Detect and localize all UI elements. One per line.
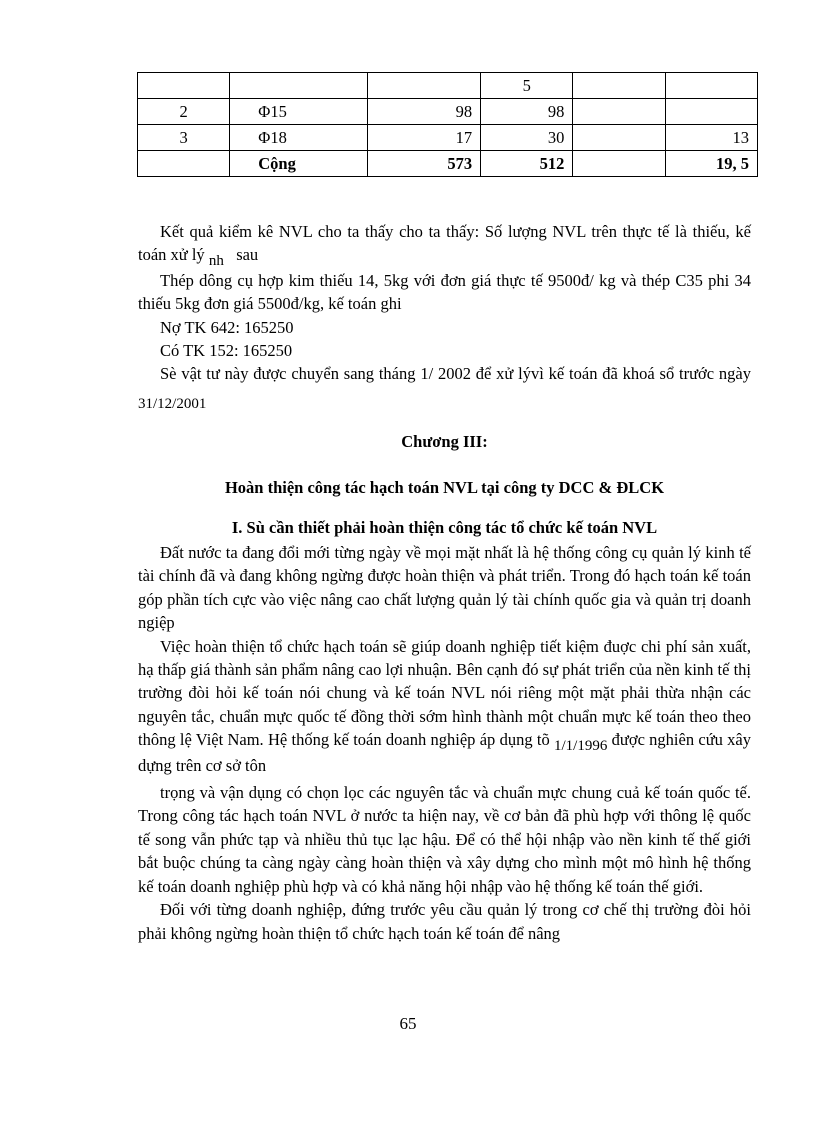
chapter-title: Hoàn thiện công tác hạch toán NVL tại công ty DCC & ĐLCK <box>224 478 665 497</box>
journal-entry-credit: Có TK 152: 165250 <box>160 341 293 361</box>
section-heading: I. Sù cần thiết phải hoàn thiện công tác tổ chức kế toán NVL <box>231 518 658 537</box>
journal-entry-debit: Nợ TK 642: 165250 <box>160 317 294 337</box>
table-cell: 19, 5 <box>665 151 757 177</box>
table-row <box>138 99 758 125</box>
table-cell: 13 <box>665 125 757 151</box>
table-cell <box>573 125 665 151</box>
chapter-body <box>138 541 751 945</box>
body-paragraph-1: Đất nước ta đang đổi mới từng ngày về mọi mặt nhất là hệ thống công cụ quản lý kinh tế tài chính đã và đang không ngừng được hoàn thiện và phát triển. Trong đó hạch toán kế toán góp phần tích cực vào việc nâng cao chất lượng quản lý tài chính quốc gia và quản trị doanh ngiệp <box>138 543 751 633</box>
body-paragraph-4: Đối với từng doanh nghiệp, đứng trước yêu cầu quản lý trong cơ chế thị trường đòi hỏi phải không ngừng hoàn thiện tổ chức hạch toán kế toán để nâng <box>138 900 751 943</box>
table-cell <box>230 73 368 99</box>
table-cell: 98 <box>368 99 481 125</box>
table-cell: 5 <box>481 73 573 99</box>
section-after-table <box>138 220 751 411</box>
table-cell <box>573 99 665 125</box>
table-cell <box>138 73 230 99</box>
inventory-table-body <box>138 73 758 177</box>
table-cell <box>573 73 665 99</box>
table-cell: Cộng <box>230 151 368 177</box>
table-cell: 512 <box>481 151 573 177</box>
table-cell: 3 <box>138 125 230 151</box>
table-cell <box>138 151 230 177</box>
table-cell: Φ18 <box>230 125 368 151</box>
table-cell: 30 <box>481 125 573 151</box>
table-cell <box>573 151 665 177</box>
paragraph-steel-shortage: Thép dông cụ hợp kim thiếu 14, 5kg với đơn giá thực tế 9500đ/ kg và thép C35 phi 34 thiếu 5kg đơn giá 5500đ/kg, kế toán ghi <box>138 270 751 314</box>
inventory-table <box>137 72 758 177</box>
table-cell: 17 <box>368 125 481 151</box>
table-row <box>138 151 758 177</box>
paragraph-material-transfer: Sè vật tư này được chuyển sang tháng 1/ 2002 để xử lývì kế toán đã khoá sổ trước ngày 31/12/2001 <box>138 364 751 412</box>
table-cell <box>665 99 757 125</box>
table-row <box>138 73 758 99</box>
chapter-heading: Chương III: <box>401 432 488 451</box>
body-paragraph-2: Việc hoàn thiện tổ chức hạch toán sẽ giúp doanh nghiệp tiết kiệm đuợc chi phí sản xuất, hạ thấp giá thành sản phẩm nâng cao lợi nhuận. Bên cạnh đó sự phát triển của nền kinh tế thị trường đòi hỏi kế toán nói chung và kế toán NVL nói riêng một mặt phải thừa nhận các nguyên tắc, chuẩn mực quốc tế đồng thời sớm hình thành một chuẩn mực kế toán theo theo thông lệ Việt Nam. Hệ thống kế toán doanh nghiệp áp dụng tõ 1/1/1996 được nghiên cứu xây dựng trên cơ sở tôn <box>138 636 752 775</box>
body-paragraph-3: trọng và vận dụng có chọn lọc các nguyên tắc và chuẩn mực chung cuả kế toán quốc tế. Trong công tác hạch toán NVL ở nước ta hiện nay, về cơ bản đã phù hợp với thông lệ quốc tế song vẫn phức tạp và nhiều thủ tục lạc hậu. Để có thể hội nhập vào nền kinh tế thế giới bắt buộc chúng ta càng ngày càng hoàn thiện và xây dựng cho mình một mô hình hệ thống kế toán doanh nghiệp phù hợp và có khả năng hội nhập vào hệ thống kế toán thế giới. <box>138 783 751 896</box>
table-row <box>138 125 758 151</box>
table-cell: 98 <box>481 99 573 125</box>
page-number: 65 <box>399 1014 417 1033</box>
table-cell <box>665 73 757 99</box>
paragraph-inventory-result: Kết quả kiểm kê NVL cho ta thấy cho ta thấy: Số lượng NVL trên thực tế là thiếu, kế toán xử lý nh sau <box>138 222 751 270</box>
table-cell <box>368 73 481 99</box>
table-cell: 573 <box>368 151 481 177</box>
table-cell: 2 <box>138 99 230 125</box>
table-cell: Φ15 <box>230 99 368 125</box>
